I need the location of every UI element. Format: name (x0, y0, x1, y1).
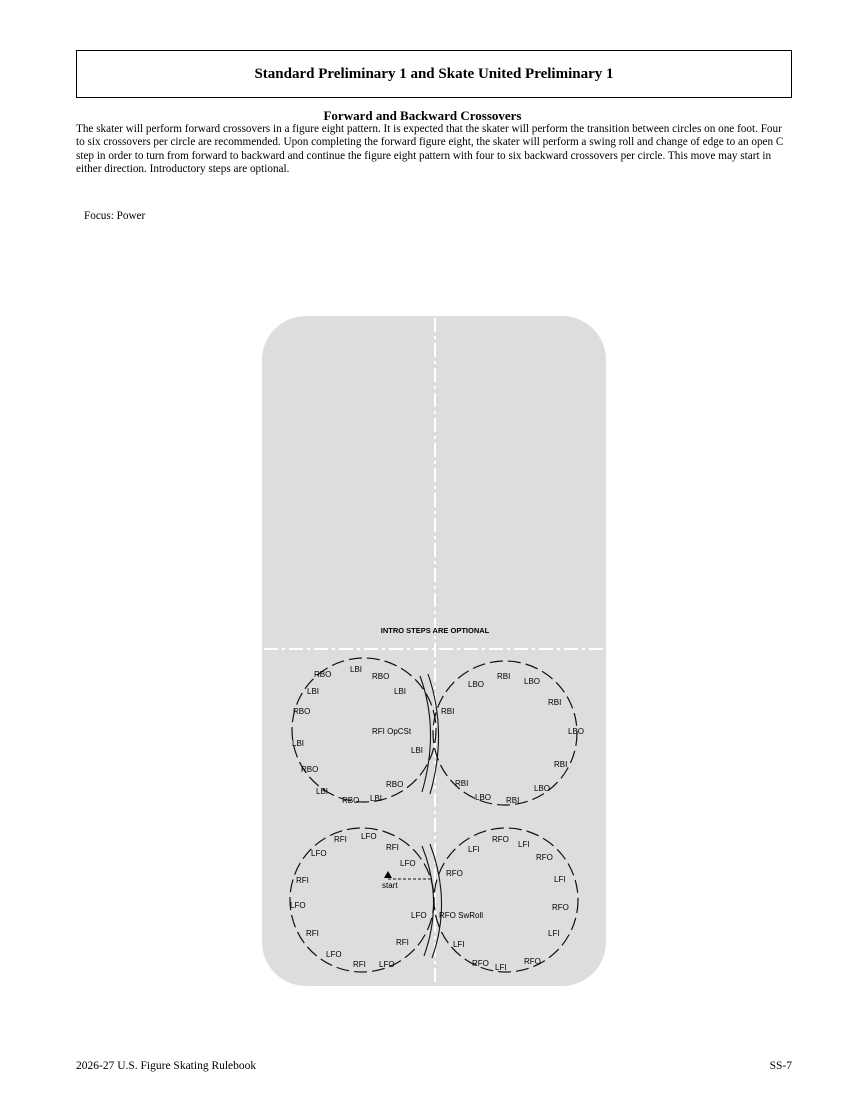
edge-label-bottom-left-right: LFO (411, 911, 427, 920)
edge-label-top-left: RBO (293, 707, 311, 716)
edge-label-bottom-right: LFI (495, 963, 507, 972)
edge-label-top-right: LBO (468, 680, 485, 689)
edge-label-top-left: RBO (301, 765, 319, 774)
edge-label-top-right: LBO (534, 784, 551, 793)
edge-label-bottom-left: RFI (296, 876, 309, 885)
edge-label-bottom-right: LFI (548, 929, 560, 938)
edge-label-bottom-left: RFI (306, 929, 319, 938)
rink-diagram (262, 316, 606, 991)
edge-label-top-left: LBI (316, 787, 329, 796)
edge-label-top-left: RBO (386, 780, 404, 789)
start-label: start (382, 881, 398, 890)
focus-line: Focus: Power (84, 210, 146, 222)
edge-label-bottom-right: RFO (536, 853, 553, 862)
edge-label-bottom-left: RFI (353, 960, 366, 969)
edge-label-top-left: RBO (314, 670, 332, 679)
edge-label-bottom-right: RFO (492, 835, 509, 844)
edge-label-top-left: RBO (372, 672, 390, 681)
edge-label-top-left: RBO (342, 796, 360, 805)
edge-label-top-left-right: LBI (411, 746, 424, 755)
edge-label-top-left: LBI (307, 687, 320, 696)
edge-label-bottom-left-upper-right: LFO (400, 859, 416, 868)
edge-label-top-right: RBI (548, 698, 562, 707)
move-description: The skater will perform forward crossovers in a figure eight pattern. It is expected that the skater will perform the transition between circles on one foot. Four to six crossovers per circle are recommended. Upon completing the forward figure eight, the skater will perform a swing roll and change of edge to an open C step in order to turn from forward to backward and continue the figure eight pattern with four to six backward crossovers per circle. This move may start in either direction. Introductory steps are optional. (76, 123, 784, 176)
edge-label-bottom-left: RFI (396, 938, 409, 947)
rink-diagram-svg (262, 316, 606, 986)
edge-label-bottom-left: LFO (311, 849, 327, 858)
edge-label-bottom-left: LFO (361, 832, 377, 841)
edge-label-top-right-left: RBI (441, 707, 455, 716)
edge-label-top-right: RBI (554, 760, 568, 769)
edge-label-top-left: LBI (370, 794, 383, 803)
edge-label-bottom-left: LFO (379, 960, 395, 969)
edge-label-bottom-right: RFO (552, 903, 569, 912)
page-title: Standard Preliminary 1 and Skate United Preliminary 1 (254, 65, 614, 82)
edge-label-bottom-right: RFO (524, 957, 541, 966)
edge-label-top-right: LBO (475, 793, 492, 802)
edge-label-bottom-left: LFO (290, 901, 306, 910)
edge-label-top-left: LBI (350, 665, 363, 674)
edge-label-bottom-right: LFI (468, 845, 480, 854)
edge-label-bottom-left: LFO (326, 950, 342, 959)
edge-label-bottom-right-lower-left: LFI (453, 940, 465, 949)
footer-page-number: SS-7 (769, 1060, 792, 1072)
edge-label-bottom-left: RFI (334, 835, 347, 844)
edge-label-bottom-right: RFO (472, 959, 489, 968)
edge-label-top-right: LBO (568, 727, 585, 736)
section-heading: Forward and Backward Crossovers (323, 108, 522, 123)
edge-label-top-right: RBI (497, 672, 511, 681)
intro-steps-label: INTRO STEPS ARE OPTIONAL (380, 626, 490, 635)
edge-label-top-right: LBO (524, 677, 541, 686)
edge-label-bottom-right-left: RFO (446, 869, 463, 878)
footer-rulebook: 2026-27 U.S. Figure Skating Rulebook (76, 1060, 257, 1072)
edge-label-top-left: LBI (394, 687, 407, 696)
edge-label-bottom-left: RFI (386, 843, 399, 852)
edge-label-top-left-center: RFI OpCSt (372, 727, 412, 736)
edge-label-bottom-right: LFI (554, 875, 566, 884)
page-title-box (76, 50, 792, 98)
edge-label-top-right: RBI (506, 796, 520, 805)
edge-label-bottom-right: LFI (518, 840, 530, 849)
edge-label-bottom-right-center: RFO SwRoll (439, 911, 484, 920)
edge-label-top-right: RBI (455, 779, 469, 788)
edge-label-top-left: LBI (292, 739, 305, 748)
